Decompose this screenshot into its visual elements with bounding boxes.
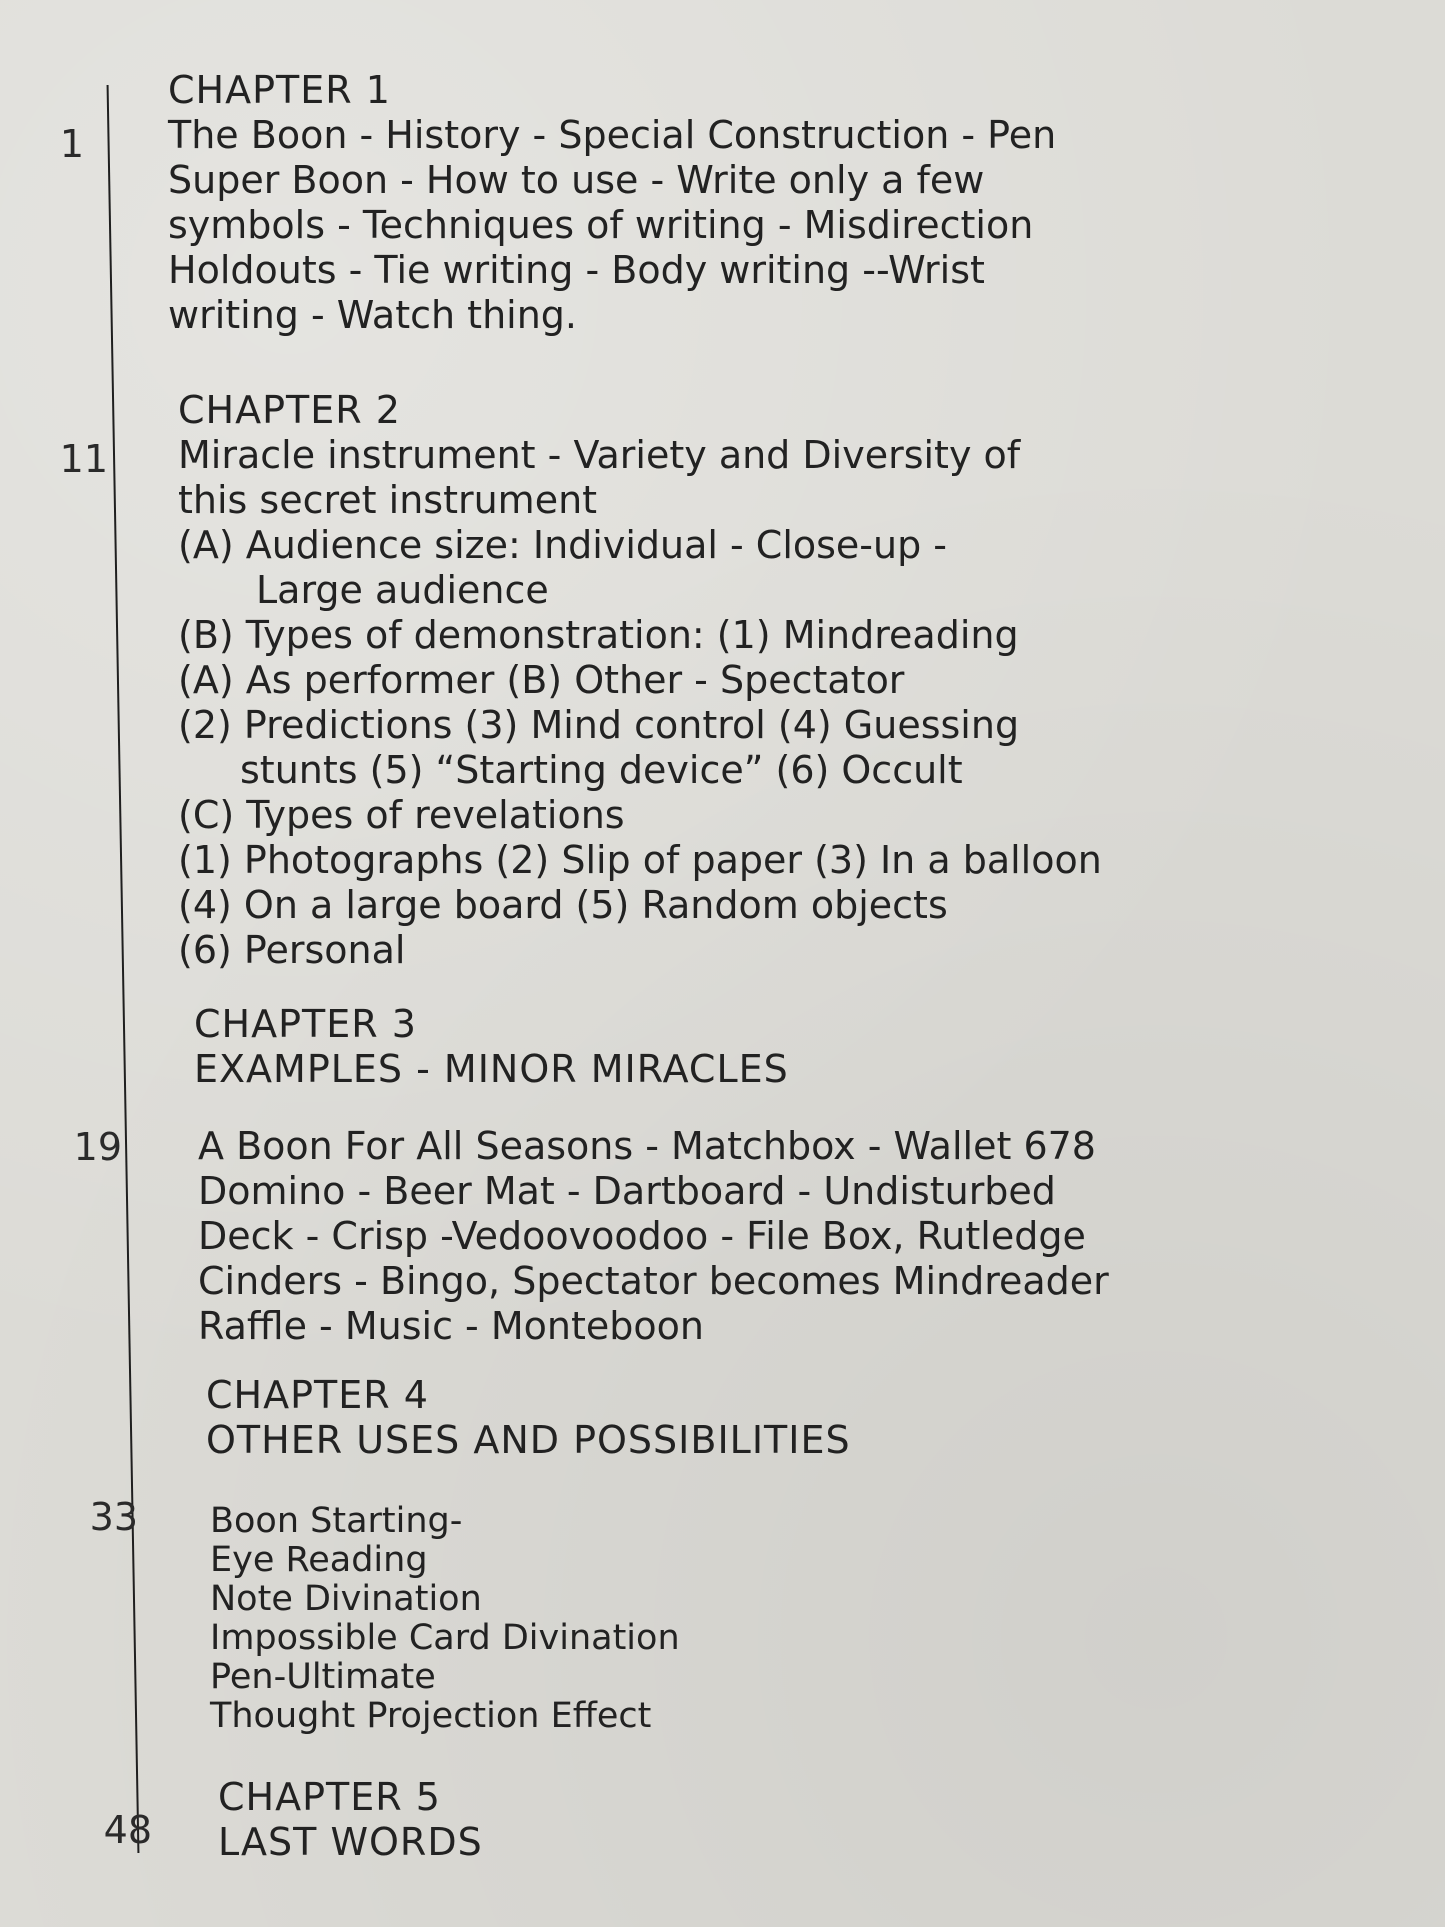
chapter-4-title: OTHER USES AND POSSIBILITIES bbox=[206, 1418, 851, 1462]
chapter-1 bbox=[168, 68, 1168, 338]
page-number-chapter-4: 33 bbox=[89, 1495, 138, 1539]
page-number-chapter-2: 11 bbox=[59, 437, 108, 481]
vertical-rule bbox=[107, 85, 140, 1853]
page-number-chapter-3: 19 bbox=[73, 1125, 122, 1169]
chapter-2-line: (4) On a large board (5) Random objects bbox=[178, 883, 948, 927]
chapter-1-heading: CHAPTER 1 bbox=[168, 68, 391, 112]
chapter-4-line: Thought Projection Effect bbox=[210, 1696, 652, 1736]
chapter-2-line: (1) Photographs (2) Slip of paper (3) In a balloon bbox=[178, 838, 1102, 882]
page-number-chapter-5: 48 bbox=[103, 1808, 152, 1852]
chapter-4-line: Boon Starting- bbox=[210, 1501, 463, 1541]
chapter-2-line: (A) As performer (B) Other - Spectator bbox=[178, 658, 905, 702]
chapter-2-line: Miracle instrument - Variety and Diversity of bbox=[178, 433, 1021, 477]
chapter-3-contents bbox=[198, 1124, 1198, 1349]
page-number-chapter-1: 1 bbox=[59, 122, 84, 166]
chapter-2-line: (C) Types of revelations bbox=[178, 793, 625, 837]
chapter-1-line: Holdouts - Tie writing - Body writing --Wrist bbox=[168, 248, 985, 292]
chapter-2-line: Large audience bbox=[256, 568, 549, 612]
chapter-1-line: Super Boon - How to use - Write only a few bbox=[168, 158, 985, 202]
chapter-4-line: Note Divination bbox=[210, 1579, 482, 1619]
chapter-2-line: (6) Personal bbox=[178, 928, 406, 972]
chapter-2-line: this secret instrument bbox=[178, 478, 598, 522]
chapter-5-heading: CHAPTER 5 bbox=[218, 1775, 441, 1819]
chapter-2-heading: CHAPTER 2 bbox=[178, 388, 401, 432]
chapter-4-contents bbox=[210, 1502, 1210, 1736]
chapter-5 bbox=[218, 1775, 1218, 1865]
chapter-3-heading: CHAPTER 3 bbox=[194, 1002, 417, 1046]
chapter-2-line: (B) Types of demonstration: (1) Mindreading bbox=[178, 613, 1019, 657]
chapter-5-title: LAST WORDS bbox=[218, 1820, 483, 1864]
chapter-4-line: Impossible Card Divination bbox=[210, 1618, 680, 1658]
chapter-1-line: The Boon - History - Special Construction - Pen bbox=[168, 113, 1057, 157]
chapter-2 bbox=[178, 388, 1178, 973]
chapter-3-title: EXAMPLES - MINOR MIRACLES bbox=[194, 1047, 789, 1091]
chapter-2-line: (A) Audience size: Individual - Close-up - bbox=[178, 523, 948, 567]
chapter-1-line: writing - Watch thing. bbox=[168, 293, 578, 337]
chapter-2-line: (2) Predictions (3) Mind control (4) Guessing bbox=[178, 703, 1020, 747]
chapter-3-line: Deck - Crisp -Vedoovoodoo - File Box, Rutledge bbox=[198, 1214, 1086, 1258]
chapter-4 bbox=[206, 1373, 1206, 1463]
chapter-2-line: stunts (5) “Starting device” (6) Occult bbox=[240, 748, 963, 792]
chapter-1-line: symbols - Techniques of writing - Misdirection bbox=[168, 203, 1034, 247]
chapter-3-line: Raffle - Music - Monteboon bbox=[198, 1304, 704, 1348]
chapter-3 bbox=[194, 1002, 1194, 1092]
chapter-4-line: Pen-Ultimate bbox=[210, 1657, 436, 1697]
chapter-4-heading: CHAPTER 4 bbox=[206, 1373, 429, 1417]
chapter-3-line: Domino - Beer Mat - Dartboard - Undisturbed bbox=[198, 1169, 1056, 1213]
chapter-3-line: A Boon For All Seasons - Matchbox - Wallet 678 bbox=[198, 1124, 1096, 1168]
chapter-4-line: Eye Reading bbox=[210, 1540, 428, 1580]
chapter-3-line: Cinders - Bingo, Spectator becomes Mindreader bbox=[198, 1259, 1109, 1303]
